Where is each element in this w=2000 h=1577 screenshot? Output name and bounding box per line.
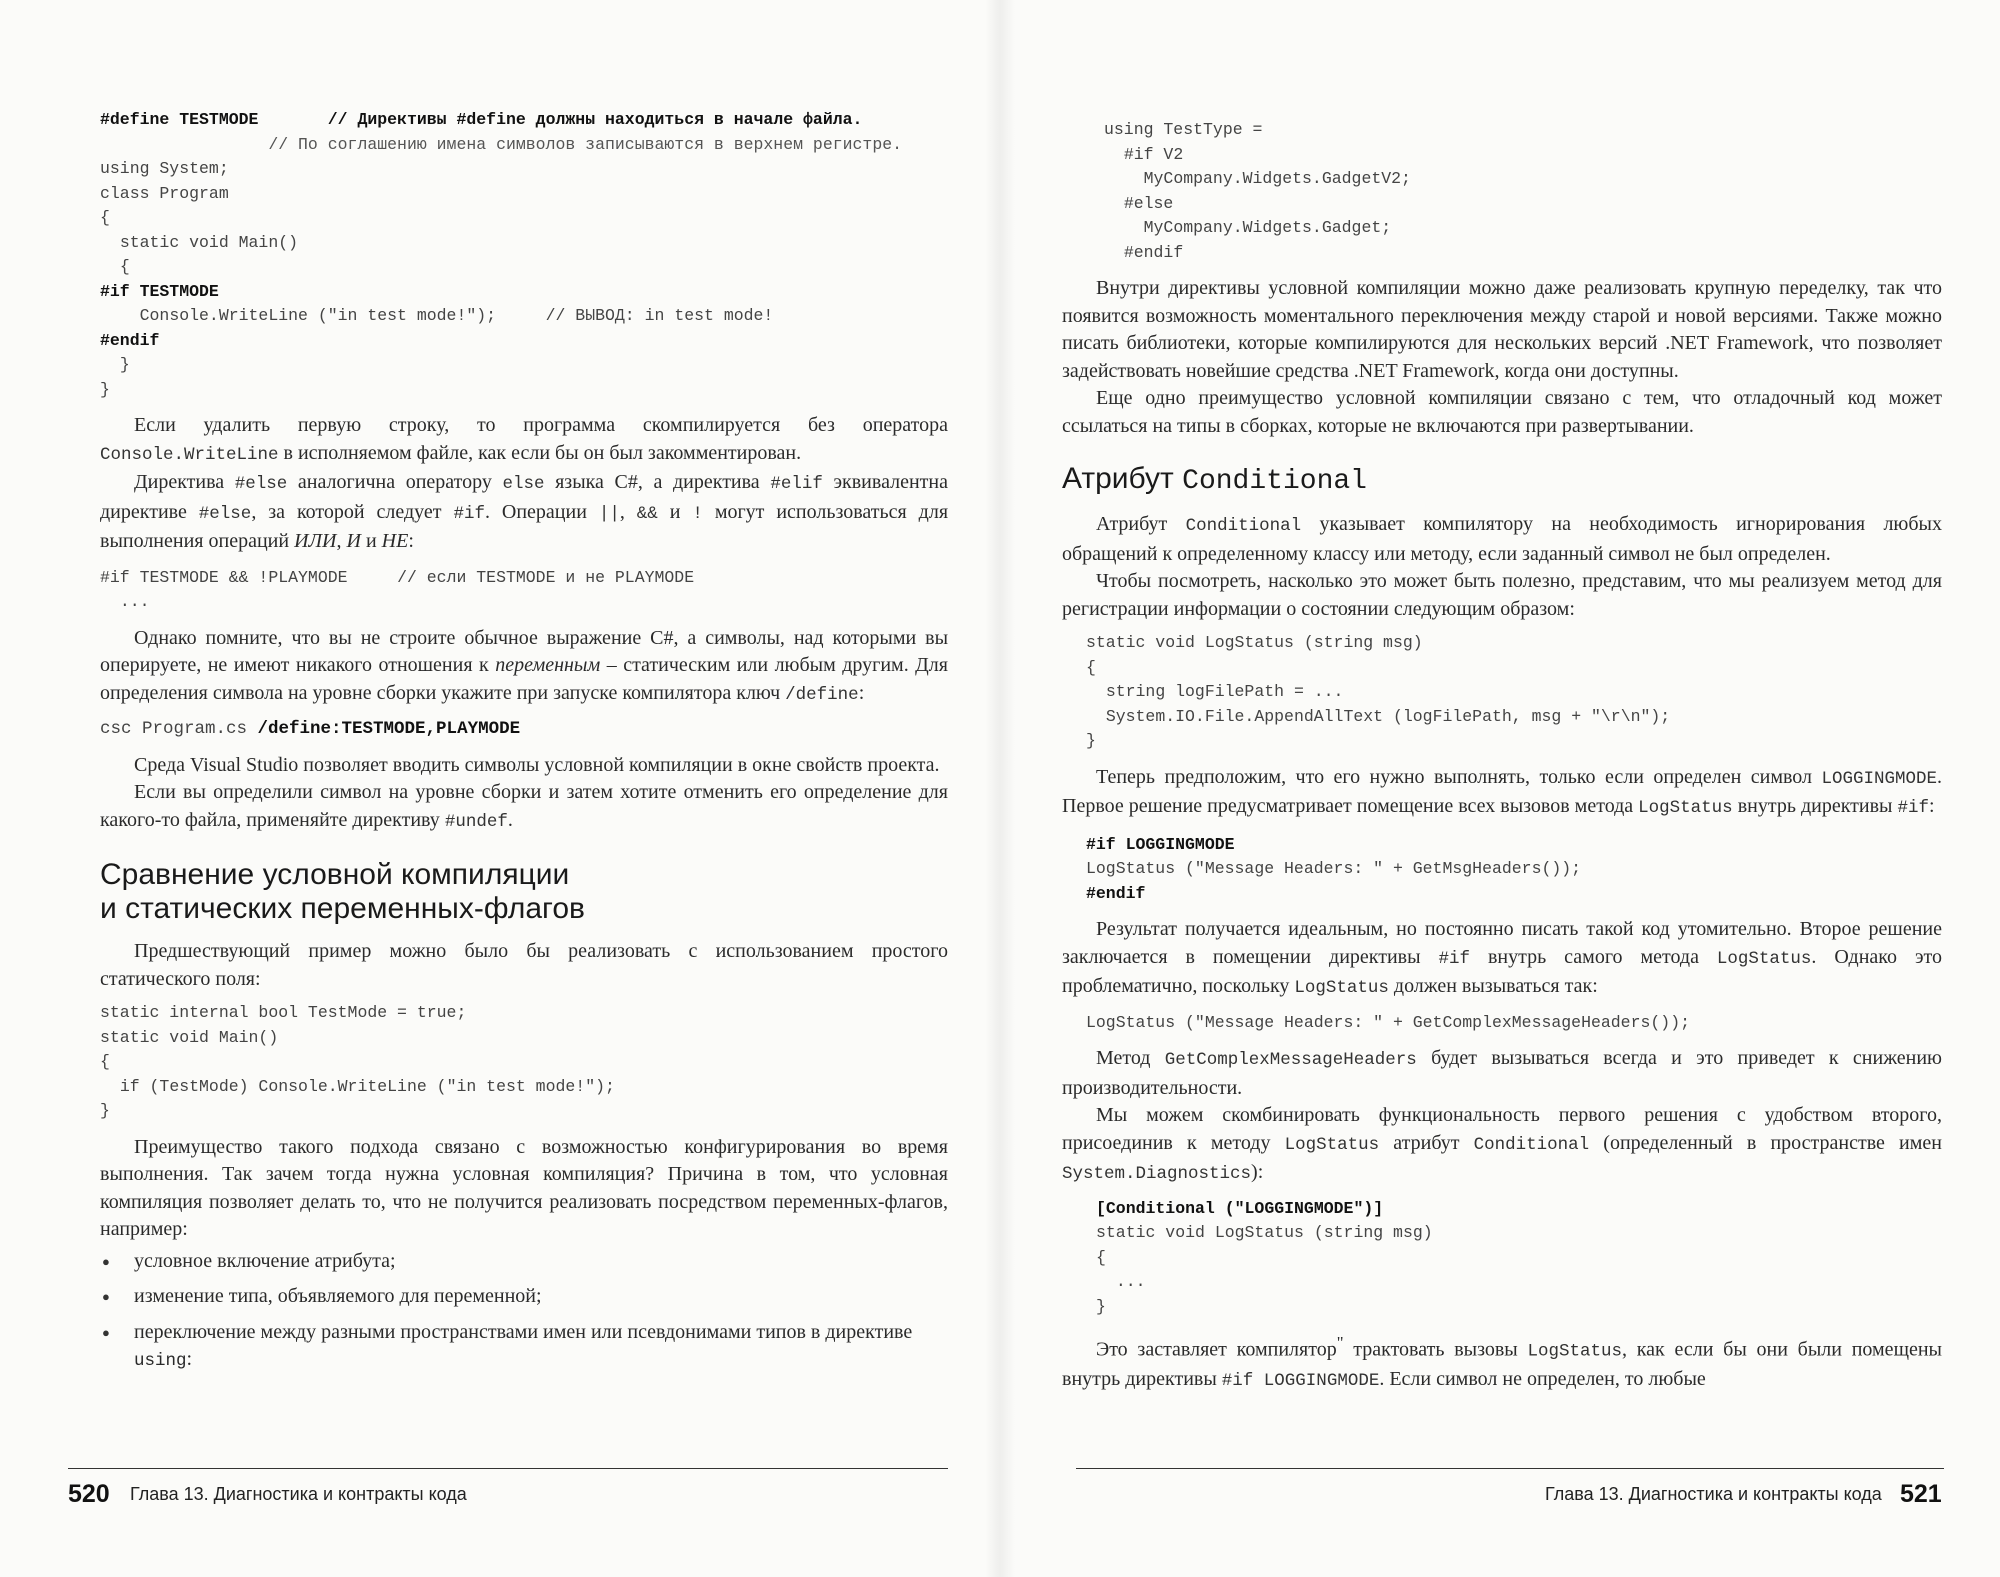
inline-code: #else xyxy=(234,474,288,494)
text: внутрь самого метода xyxy=(1470,945,1717,968)
heading-line: Сравнение условной компиляции xyxy=(100,858,570,891)
code-line: Console.WriteLine ("in test mode!"); xyxy=(139,306,497,325)
inline-code: Conditional xyxy=(1473,1134,1590,1155)
text: будет вызываться всегда и это приведет к снижению производительности. xyxy=(1062,1047,1942,1099)
code-line: static void Main() xyxy=(119,232,299,252)
code-line: #endif xyxy=(100,330,160,350)
code-line: csc Program.cs xyxy=(100,719,258,739)
italic-text: переменным xyxy=(495,654,601,676)
paragraph xyxy=(1062,1102,1942,1189)
text: могут использоваться для выполнения операций xyxy=(100,500,949,552)
inline-code: System.Diagnostics xyxy=(1062,1164,1252,1184)
code-line: ... xyxy=(1115,1272,1146,1291)
code-line: #if TESTMODE && !PLAYMODE xyxy=(100,567,348,587)
text: . Операции xyxy=(484,500,599,523)
text: указывает компилятору на необходимость игнорирования любых обращений к определенному классу или методу, если заданный символ не был определен. xyxy=(1062,513,1942,565)
text: Теперь предположим, что его нужно выполнять, только если определен символ xyxy=(1096,765,1822,788)
code-line: } xyxy=(119,355,130,374)
code-line: { xyxy=(100,208,110,227)
page-number: 520 xyxy=(68,1480,110,1508)
code-line: ... xyxy=(119,592,150,611)
code-line: LogStatus ("Message Headers: " + GetMsgHeaders()); xyxy=(1086,859,1582,878)
inline-code: LogStatus xyxy=(1294,978,1389,998)
paragraph xyxy=(100,412,948,469)
section-heading xyxy=(1062,462,1942,499)
footer-rule xyxy=(1076,1468,1944,1469)
code-line: MyCompany.Widgets.GadgetV2; xyxy=(1143,169,1411,188)
inline-code: LogStatus xyxy=(1527,1341,1622,1362)
code-line: { xyxy=(1086,657,1096,677)
left-page-content xyxy=(100,108,948,1384)
inline-code: Console.WriteLine xyxy=(100,444,279,465)
bullet-list xyxy=(100,1248,948,1376)
inline-code: #if xyxy=(1438,948,1471,969)
code-line: { xyxy=(1096,1247,1106,1267)
text: : xyxy=(1929,795,1935,817)
inline-code: using xyxy=(134,1351,187,1371)
code-line: } xyxy=(1096,1296,1106,1316)
code-block-logstatus xyxy=(1086,631,1942,754)
paragraph xyxy=(100,625,948,710)
code-line: { xyxy=(119,257,130,276)
inline-code: #elif xyxy=(770,474,823,494)
text: и xyxy=(657,500,693,523)
code-block-using-testtype xyxy=(1104,118,1942,265)
code-line: #else xyxy=(1123,193,1174,213)
text: и xyxy=(360,530,382,552)
code-block-define-testmode xyxy=(100,108,948,402)
code-line: #if LOGGINGMODE xyxy=(1086,834,1235,854)
code-block-static-field xyxy=(100,1001,948,1124)
inline-code: else xyxy=(502,474,545,494)
text: Атрибут xyxy=(1096,513,1186,535)
inline-code: && xyxy=(636,503,658,524)
code-line: #define TESTMODE xyxy=(100,110,259,129)
right-page xyxy=(1000,0,2000,1577)
inline-code: #if LOGGINGMODE xyxy=(1221,1371,1380,1392)
italic-text: ИЛИ xyxy=(294,530,337,552)
code-comment: // Директивы #define должны находиться в начале файла. xyxy=(327,110,863,129)
inline-code: #else xyxy=(198,503,252,524)
code-line: LogStatus ("Message Headers: " + GetComplexMessageHeaders()); xyxy=(1086,1012,1690,1032)
paragraph: Предшествующий пример можно было бы реализовать с использованием простого статического поля: xyxy=(100,940,948,990)
code-line: class Program xyxy=(100,183,229,203)
code-line: static void LogStatus (string msg) xyxy=(1086,633,1423,652)
code-line: using TestType = xyxy=(1104,120,1263,139)
text: . Однако это проблематично, поскольку xyxy=(1062,945,1943,997)
italic-text: И xyxy=(346,530,361,552)
text: переключение между разными пространствами имен или псевдонимами типов в директиве xyxy=(134,1320,913,1343)
inline-code: #undef xyxy=(444,811,508,832)
inline-code: LogStatus xyxy=(1716,948,1812,969)
text: . Первое решение предусматривает помещение всех вызовов метода xyxy=(1062,765,1942,817)
right-page-content xyxy=(1062,118,1942,1396)
section-heading xyxy=(100,858,948,926)
text: – статическим или любым другим. Для определения символа на уровне сборки укажите при запуске компилятора ключ xyxy=(100,654,948,704)
code-line: #if V2 xyxy=(1123,144,1184,164)
inline-code: /define xyxy=(785,684,859,705)
heading-text: Атрибут xyxy=(1062,462,1183,495)
code-line: } xyxy=(100,379,110,399)
text: , как если бы они были помещены внутрь директивы xyxy=(1062,1338,1942,1391)
footnote-mark: " xyxy=(1336,1333,1344,1352)
code-block-csc xyxy=(100,717,948,742)
text: атрибут xyxy=(1379,1131,1474,1154)
code-line: static void LogStatus (string msg) xyxy=(1096,1223,1433,1242)
page-number: 521 xyxy=(1900,1480,1942,1508)
text: . xyxy=(507,808,513,831)
code-block-call-logstatus xyxy=(1086,1011,1942,1036)
text: , xyxy=(336,530,347,552)
paragraph: Чтобы посмотреть, насколько это может быть полезно, представим, что мы реализуем метод для регистрации информации о состоянии следующим образом: xyxy=(1062,570,1942,620)
running-title: Глава 13. Диагностика и контракты кода xyxy=(1545,1484,1882,1504)
paragraph: Преимущество такого подхода связано с возможностью конфигурирования во время выполнения. Так зачем тогда нужна условная компиляция? Причина в том, что условная компиляция позволяет делать то, что не получится реализовать посредством переменных-флагов, например: xyxy=(100,1135,948,1240)
code-line: string logFilePath = ... xyxy=(1105,682,1344,701)
text: Результат получается идеальным, но постоянно писать такой код утомительно. Второе решение заключается в помещении директивы xyxy=(1062,918,1942,968)
text: Это заставляет компилятор xyxy=(1096,1338,1337,1361)
code-line: MyCompany.Widgets.Gadget; xyxy=(1143,218,1392,237)
text: должен вызываться так: xyxy=(1388,975,1598,997)
text: : xyxy=(186,1348,193,1370)
list-item: ● изменение типа, объявляемого для переменной; xyxy=(100,1283,948,1311)
inline-code: || xyxy=(598,503,620,524)
text: языка C#, а директива xyxy=(544,471,771,493)
text: (определенный в пространстве имен xyxy=(1589,1131,1942,1154)
inline-code: Conditional xyxy=(1185,516,1302,536)
text: , xyxy=(619,500,637,523)
footer-rule xyxy=(68,1468,948,1469)
text: Если удалить первую строку, то программа скомпилируется без оператора xyxy=(134,414,948,436)
text: внутрь директивы xyxy=(1732,795,1898,817)
code-line: static void Main() xyxy=(100,1027,279,1047)
code-block-if-loggingmode xyxy=(1086,833,1942,907)
text: Если вы определили символ на уровне сборки и затем хотите отменить его определение для какого-то файла, применяйте директиву xyxy=(100,781,948,831)
code-line: static internal bool TestMode = true; xyxy=(100,1003,467,1022)
code-block-conditional-attribute xyxy=(1096,1197,1942,1320)
code-line: if (TestMode) Console.WriteLine ("in test mode!"); xyxy=(119,1076,615,1096)
text: : xyxy=(858,681,865,704)
paragraph xyxy=(1062,1329,1942,1396)
code-comment: // ВЫВОД: in test mode! xyxy=(545,306,774,325)
heading-line: и статических переменных-флагов xyxy=(100,892,585,925)
inline-code: LogStatus xyxy=(1284,1134,1380,1155)
code-line: using System; xyxy=(100,159,229,178)
text: трактовать вызовы xyxy=(1343,1338,1528,1361)
list-item xyxy=(100,1319,948,1376)
running-title: Глава 13. Диагностика и контракты кода xyxy=(130,1484,467,1504)
code-line: #if TESTMODE xyxy=(100,281,219,301)
text: Директива xyxy=(134,471,235,493)
text: : xyxy=(408,530,414,552)
paragraph xyxy=(1062,1045,1942,1102)
italic-text: НЕ xyxy=(381,530,409,552)
code-line: #endif xyxy=(1086,883,1146,903)
code-comment: // По соглашению имена символов записываются в верхнем регистре. xyxy=(268,134,903,154)
inline-code: #if xyxy=(453,503,485,524)
text: Однако помните, что вы не строите обычное выражение C#, а символы, над которыми вы оперируете, не имеют никакого отношения к xyxy=(100,626,948,676)
inline-code: LogStatus xyxy=(1638,798,1733,818)
paragraph xyxy=(1062,511,1942,568)
list-item: ● условное включение атрибута; xyxy=(100,1248,948,1276)
text: в исполняемом файле, как если бы он был закомментирован. xyxy=(278,441,802,464)
code-line: [Conditional ("LOGGINGMODE")] xyxy=(1096,1198,1384,1218)
text: , за которой следует xyxy=(251,500,454,523)
text: аналогична оператору xyxy=(287,471,503,493)
code-line: #endif xyxy=(1123,242,1184,262)
code-line: } xyxy=(100,1101,110,1120)
text: Мы можем скомбинировать функциональность первого решения с удобством второго, присоединив к методу xyxy=(1062,1104,1942,1154)
paragraph: Среда Visual Studio позволяет вводить символы условной компиляции в окне свойств проекта. xyxy=(134,753,940,776)
paragraph: Внутри директивы условной компиляции можно даже реализовать крупную переделку, так что появится возможность моментального переключения между старой и новой версиями. Также можно писать библиотеки, которые компилируются для нескольких версий .NET Framework, что позволяет задействовать новейшие средства .NET Framework, когда они доступны. xyxy=(1062,277,1942,382)
paragraph xyxy=(1062,764,1942,823)
code-comment: // если TESTMODE и не PLAYMODE xyxy=(397,567,695,587)
code-line: System.IO.File.AppendAllText (logFilePath, msg + "\r\n"); xyxy=(1105,706,1671,726)
paragraph: Еще одно преимущество условной компиляции связано с тем, что отладочный код может ссылаться на типы в сборках, которые не включаются при развертывании. xyxy=(1062,387,1942,437)
inline-code: #if xyxy=(1897,798,1929,818)
code-line: { xyxy=(100,1052,110,1071)
paragraph xyxy=(100,779,948,836)
code-block-if-testmode xyxy=(100,566,948,615)
heading-code: Conditional xyxy=(1182,466,1367,497)
inline-code: GetComplexMessageHeaders xyxy=(1164,1050,1417,1070)
paragraph xyxy=(1062,916,1942,1003)
paragraph xyxy=(100,469,948,556)
inline-code: ! xyxy=(692,503,703,524)
code-line: /define:TESTMODE,PLAYMODE xyxy=(257,719,521,739)
text: Метод xyxy=(1096,1047,1165,1069)
text: эквивалентна директиве xyxy=(100,471,949,523)
inline-code: LOGGINGMODE xyxy=(1821,768,1937,789)
text: . Если символ не определен, то любые xyxy=(1379,1368,1706,1391)
code-line: } xyxy=(1086,731,1096,750)
text: ): xyxy=(1251,1161,1264,1183)
